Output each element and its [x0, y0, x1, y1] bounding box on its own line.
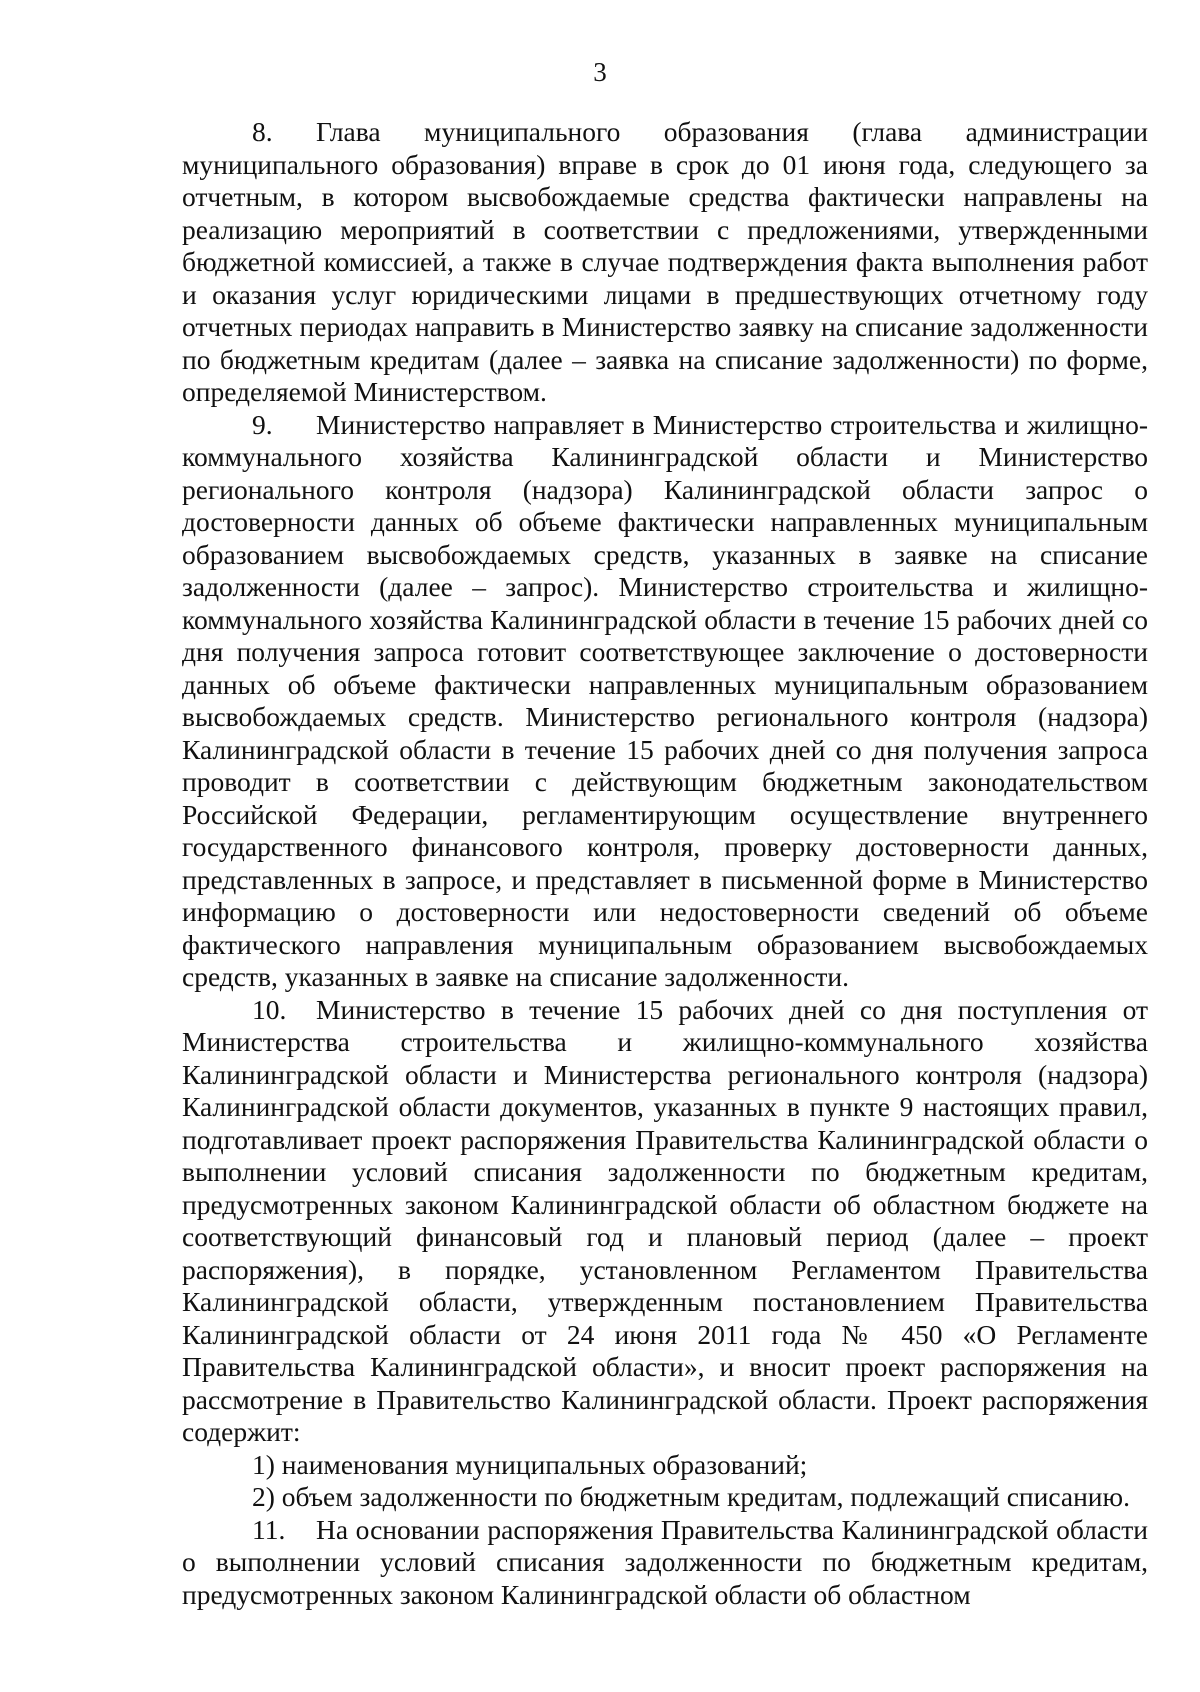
paragraph-10 [182, 994, 1148, 1449]
paragraph-number: 8. [252, 116, 273, 147]
paragraph-text: Министерство направляет в Министерство строительства и жилищно-коммунального хозяйства Калининградской области и Министерство регионального контроля (надзора) Калининградской области запрос о достоверности данных об объеме фактически направленных муниципальным образованием высвобождаемых средств, указанных в заявке на списание задолженности (далее – запрос). Министерство строительства и жилищно-коммунального хозяйства Калининградской области в течение 15 рабочих дней со дня получения запроса готовит соответствующее заключение о достоверности данных об объеме фактически направленных муниципальным образованием высвобождаемых средств. Министерство регионального контроля (надзора) Калининградской области в течение 15 рабочих дней со дня получения запроса проводит в соответствии с действующим бюджетным законодательством Российской Федерации, регламентирующим осуществление внутреннего государственного финансового контроля, проверку достоверности данных, представленных в запросе, и представляет в письменной форме в Министерство информацию о достоверности или недостоверности сведений об объеме фактического направления муниципальным образованием высвобождаемых средств, указанных в заявке на списание задолженности. [182, 408, 1148, 992]
paragraph-number: 10. [252, 993, 287, 1025]
paragraph-11 [182, 1514, 1148, 1612]
document-body [182, 116, 1148, 1611]
paragraph-number: 11. [252, 1513, 286, 1545]
paragraph-9 [182, 409, 1148, 994]
list-item-2: 2) объем задолженности по бюджетным кредитам, подлежащий списанию. [252, 1481, 1130, 1512]
paragraph-8 [182, 116, 1148, 409]
list-item-1: 1) наименования муниципальных образований; [252, 1448, 808, 1480]
paragraph-text: Министерство в течение 15 рабочих дней со дня поступления от Министерства строительства и жилищно-коммунального хозяйства Калининградской области и Министерства регионального контроля (надзора) Калининградской области документов, указанных в пункте 9 настоящих правил, подготавливает проект распоряжения Правительства Калининградской области о выполнении условий списания задолженности по бюджетным кредитам, предусмотренных законом Калининградской области об областном бюджете на соответствующий финансовый год и плановый период (далее – проект распоряжения), в порядке, установленном Регламентом Правительства Калининградской области, утвержденным постановлением Правительства Калининградской области от 24 июня 2011 года № 450 «О Регламенте Правительства Калининградской области», и вносит проект распоряжения на рассмотрение в Правительство Калининградской области. Проект распоряжения содержит: [182, 993, 1148, 1447]
page-number: 3 [593, 57, 607, 87]
paragraph-text: На основании распоряжения Правительства Калининградской области о выполнении условий списания задолженности по бюджетным кредитам, предусмотренных законом Калининградской области об областном [182, 1513, 1148, 1610]
paragraph-text: Глава муниципального образования (глава администрации муниципального образования) вправе в срок до 01 июня года, следующего за отчетным, в котором высвобождаемые средства фактически направлены на реализацию мероприятий в соответствии с предложениями, утвержденными бюджетной комиссией, а также в случае подтверждения факта выполнения работ и оказания услуг юридическими лицами в предшествующих отчетному году отчетных периодах направить в Министерство заявку на списание задолженности по бюджетным кредитам (далее – заявка на списание задолженности) по форме, определяемой Министерством. [182, 116, 1148, 407]
paragraph-number: 9. [252, 408, 273, 440]
